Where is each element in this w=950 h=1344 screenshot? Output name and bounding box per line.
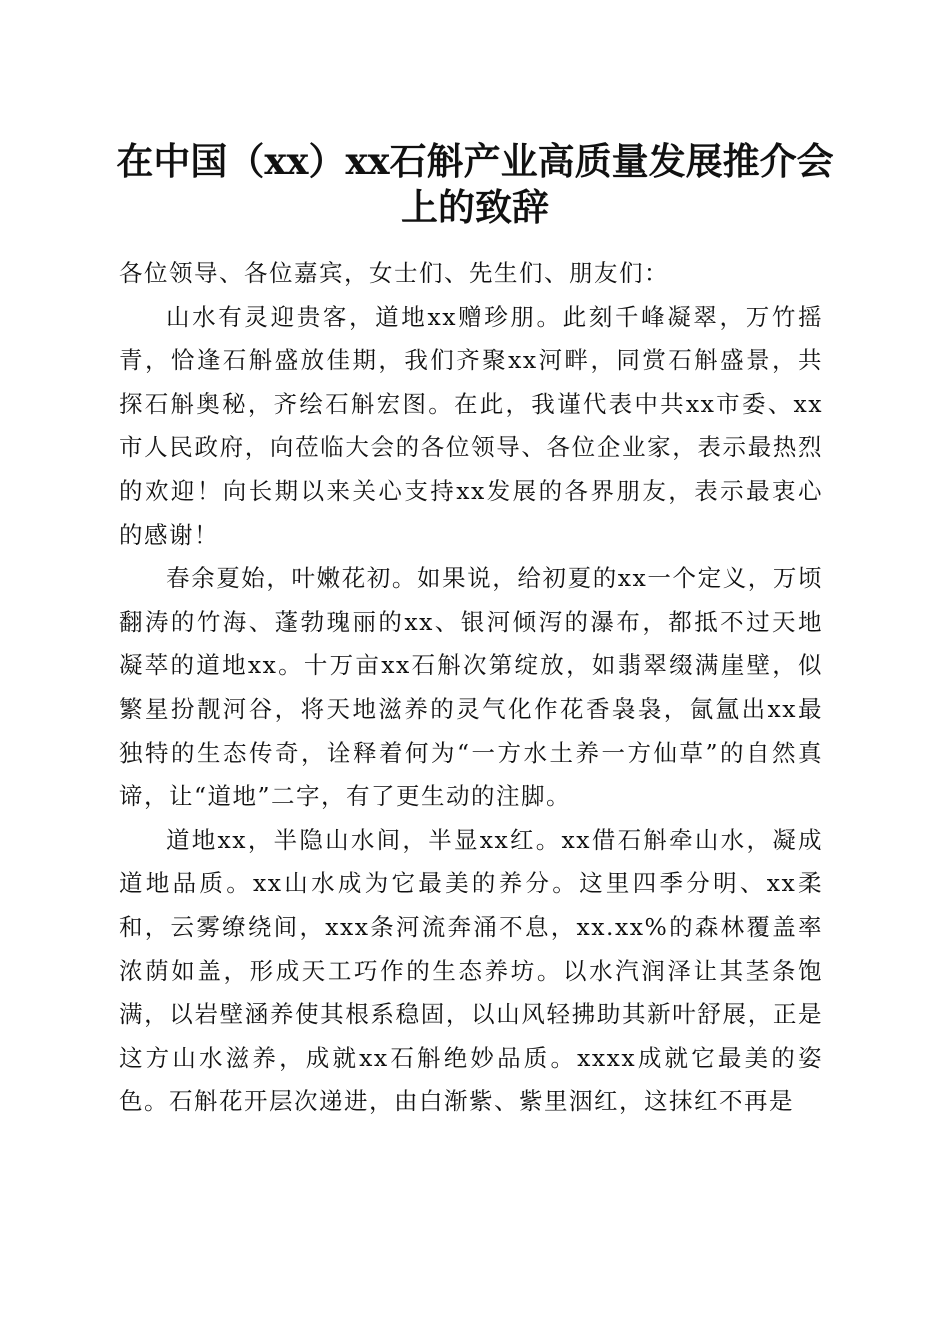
document-title xyxy=(100,138,850,230)
paragraph-2: 春余夏始，叶嫩花初。如果说，给初夏的xx一个定义，万顷翻涛的竹海、蓬勃瑰丽的xx、银河倾泻的瀑布，都抵不过天地凝萃的道地xx。十万亩xx石斛次第绽放，如翡翠缀满崖壁，似繁星扮靓河谷，将天地滋养的灵气化作花香袅袅，氤氲出xx最独特的生态传奇，诠释着何为“一方水土养一方仙草”的自然真谛，让“道地”二字，有了更生动的注脚。 xyxy=(119,564,823,811)
greeting: 各位领导、各位嘉宾，女士们、先生们、朋友们： xyxy=(119,259,669,287)
title-line-1: 在中国（xx）xx石斛产业高质量发展推介会 xyxy=(116,139,834,183)
title-line-2: 上的致辞 xyxy=(401,185,549,229)
paragraph-3: 道地xx，半隐山水间，半显xx红。xx借石斛牵山水，凝成道地品质。xx山水成为它最美的养分。这里四季分明、xx柔和，云雾缭绕间，xxx条河流奔涌不息，xx.xx%的森林覆盖率浓荫如盖，形成天工巧作的生态养坊。以水汽润泽让其茎条饱满，以岩壁涵养使其根系稳固，以山风轻拂助其新叶舒展，正是这方山水滋养，成就xx石斛绝妙品质。xxxx成就它最美的姿色。石斛花开层次递进，由白渐紫、紫里洇红，这抹红不再是 xyxy=(119,825,823,1116)
paragraph-1: 山水有灵迎贵客，道地xx赠珍朋。此刻千峰凝翠，万竹摇青，恰逢石斛盛放佳期，我们齐聚xx河畔，同赏石斛盛景，共探石斛奥秘，齐绘石斛宏图。在此，我谨代表中共xx市委、xx市人民政府，向莅临大会的各位领导、各位企业家，表示最热烈的欢迎！向长期以来关心支持xx发展的各界朋友，表示最衷心的感谢！ xyxy=(119,302,823,549)
document-body xyxy=(119,252,823,1124)
